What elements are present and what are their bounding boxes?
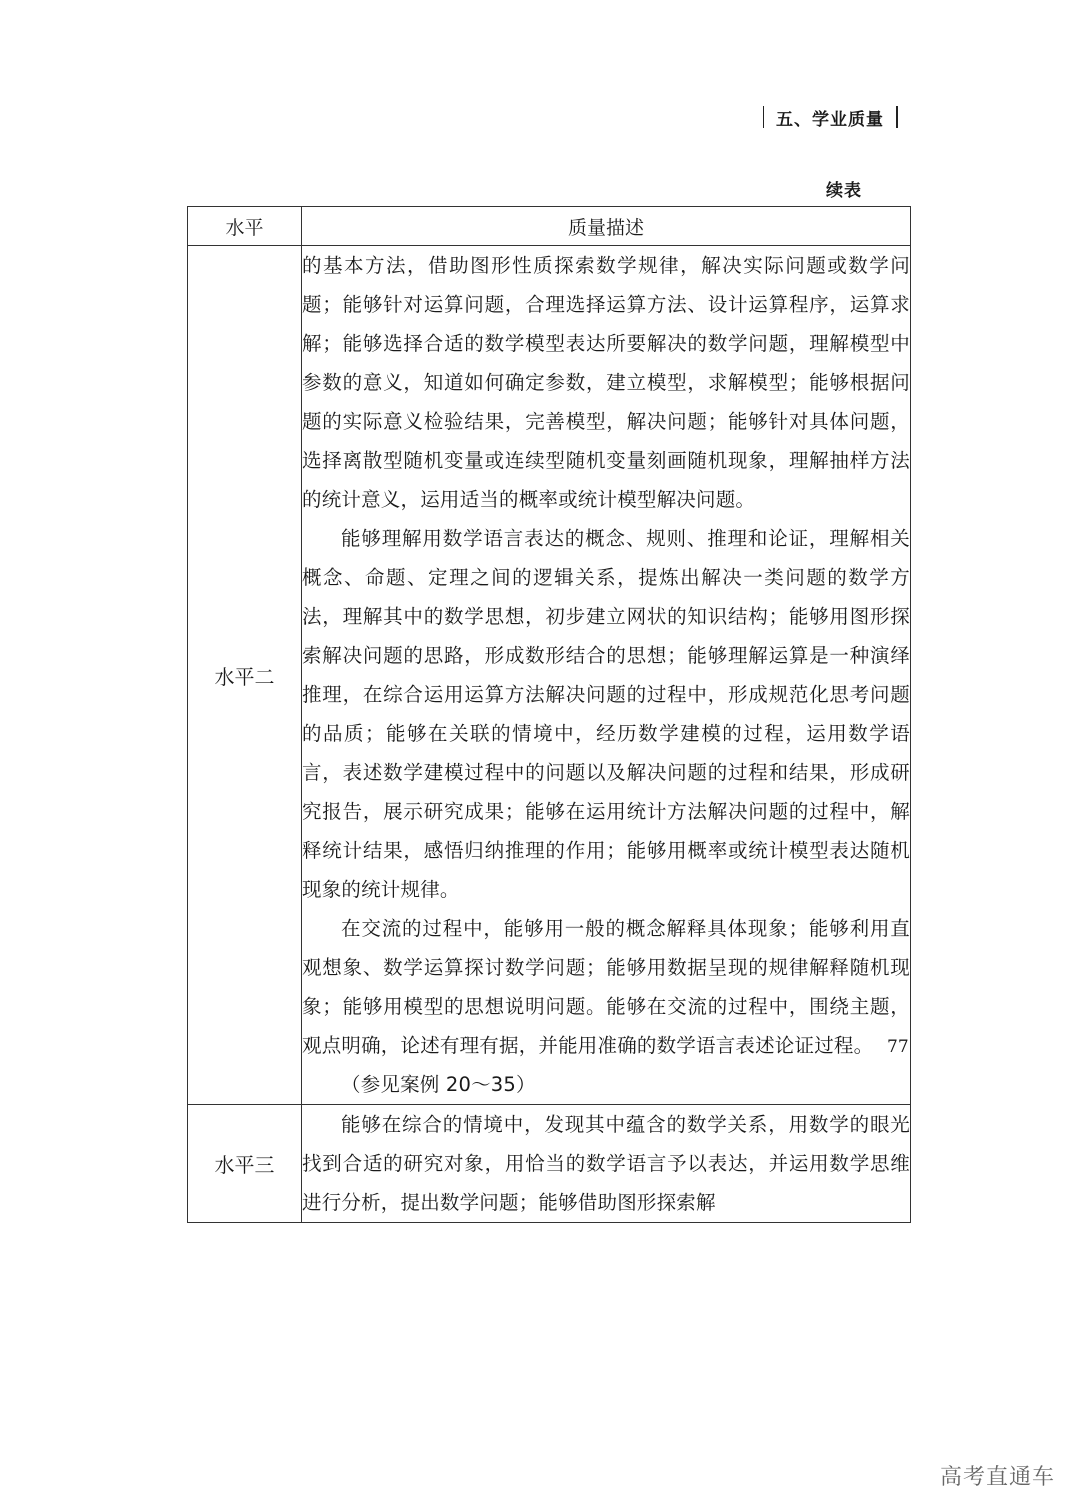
table-header-row [188, 207, 911, 246]
continued-label: 续表 [826, 181, 862, 201]
description-cell [302, 246, 911, 1105]
table-row [188, 1105, 911, 1223]
header-left-rule [763, 106, 765, 128]
description-paragraph: 能够在综合的情境中，发现其中蕴含的数学关系，用数学的眼光找到合适的研究对象，用恰当的数学语言予以表达，并运用数学思维进行分析，提出数学问题；能够借助图形探索解 [302, 1113, 910, 1214]
watermark: 高考直通车 [940, 1465, 1056, 1490]
level-cell: 水平三 [188, 1105, 302, 1223]
description-paragraph: 能够理解用数学语言表达的概念、规则、推理和论证，理解相关概念、命题、定理之间的逻辑关系，提炼出解决一类问题的数学方法，理解其中的数学思想，初步建立网状的知识结构；能够用图形探索解决问题的思路，形成数形结合的思想；能够理解运算是一种演绎推理，在综合运用运算方法解决问题的过程中，形成规范化思考问题的品质；能够在关联的情境中，经历数学建模的过程，运用数学语言，表述数学建模过程中的问题以及解决问题的过程和结果，形成研究报告，展示研究成果；能够在运用统计方法解决问题的过程中，解释统计结果，感悟归纳推理的作用；能够用概率或统计模型表达随机现象的统计规律。 [302, 527, 910, 901]
column-header-level: 水平 [188, 207, 302, 246]
section-title: 五、学业质量 [776, 109, 884, 130]
quality-table [187, 206, 911, 1223]
level-cell: 水平二 [188, 246, 302, 1105]
description-cell [302, 1105, 911, 1223]
description-paragraph: 在交流的过程中，能够用一般的概念解释具体现象；能够利用直观想象、数学运算探讨数学问题；能够用数据呈现的规律解释随机现象；能够用模型的思想说明问题。能够在交流的过程中，围绕主题，观点明确，论述有理有据，并能用准确的数学语言表述论证过程。 [302, 917, 910, 1057]
case-reference: （参见案例 20～35） [341, 1073, 536, 1096]
header-right-rule [896, 106, 898, 128]
page-number: 77 [887, 1037, 909, 1057]
description-paragraph: 的基本方法，借助图形性质探索数学规律，解决实际问题或数学问题；能够针对运算问题，合理选择运算方法、设计运算程序，运算求解；能够选择合适的数学模型表达所要解决的数学问题，理解模型中参数的意义，知道如何确定参数，建立模型，求解模型；能够根据问题的实际意义检验结果，完善模型，解决问题；能够针对具体问题，选择离散型随机变量或连续型随机变量刻画随机现象，理解抽样方法的统计意义，运用适当的概率或统计模型解决问题。 [302, 254, 910, 511]
running-header [745, 104, 915, 130]
column-header-description: 质量描述 [302, 207, 911, 246]
table-row [188, 246, 911, 1105]
